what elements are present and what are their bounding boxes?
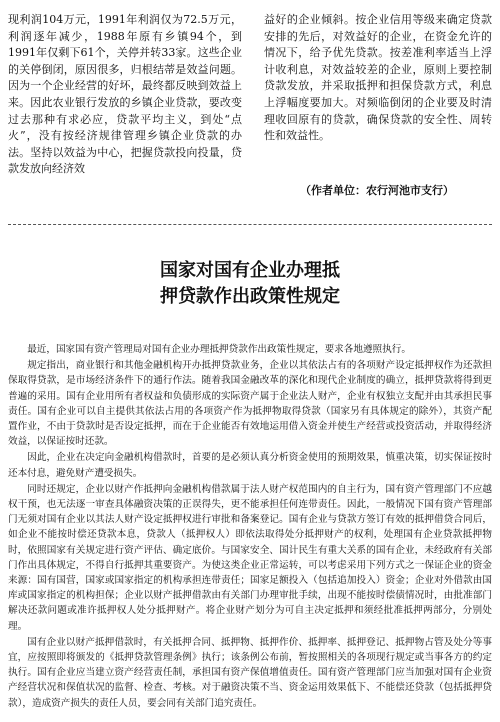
- paragraph: 同时还规定，企业以财产作抵押向金融机构借款属于法人财产权范围内的自主行为，国有资产管理部门不应越权干预，也无法逐一审查具体融资决策的正误得失，更不能承担任何连带责任。因此，一般情况下国有资产管理部门无须对国有企业以其法人财产设定抵押权进行审批和备案登记。国有企业与贷款方签订有效的抵押借贷合同后，如企业不能按时偿还贷款本息，贷款人（抵押权人）即依法取得处分抵押财产的权利，处理国有企业贷款抵押物时，依照国家有关规定进行资产评估、确定底价。与国家安全、国计民生有重大关系的国有企业，未经政府有关部门作出具体规定，不得自行抵押其重要资产。为使这类企业正常运转，可以考虑采用下列方式之一保证企业的资金来源：国有国营，国家或国家指定的机构承担连带责任；国家足额投入（包括追加投入）资金；企业对外借款由国库或国家指定的机构担保；企业以财产抵押借款由有关部门办理审批手续，出现不能按时偿债情况时，由批准部门解决还款问题或准许抵押权人处分抵押财产。将企业财产划分为可自主决定抵押和须经批准抵押两部分，分别处理。: [8, 483, 492, 632]
- section-divider: [8, 224, 492, 225]
- article-title: [0, 258, 500, 310]
- article-body: [8, 342, 492, 712]
- left-column-text: 现利润104万元，1991年利润仅为72.5万元，利润逐年减少，1988年原有乡镇94个，到1991年仅剩下61个，关停并转33家。这些企业的关停倒闭，原因很多，归根结蒂是效益问题。因为一个企业经营的好坏，最终都反映到效益上来。因此农业银行发放的乡镇企业贷款，要改变过去那种有求必应，贷款平均主义，到处“点火”，没有按经济规律管理乡镇企业贷款的办法。坚持以效益为中心，把握贷款投向投量，贷款发放向经济效: [8, 13, 242, 176]
- right-column: [264, 12, 492, 145]
- paragraph: 规定指出，商业银行和其他金融机构开办抵押贷款业务，企业以其依法占有的各项财产设定抵押权作为还款担保取得贷款，是市场经济条件下的通行作法。随着我国金融改革的深化和现代企业制度的确立，抵押贷款将得到更普遍的采用。国有企业用所有者权益和负债形成的实际资产属于企业法人财产，企业有权独立支配并由其承担民事责任。国有企业可以自主提供其依法占用的各项资产作为抵押物取得贷款（国家另有具体规定的除外），其资产配置作业，不由于贷款时是否设定抵押，而在于企业能否有效地运用借入资金并使生产经营或投资活动，并取得经济效益，以保证按时还款。: [8, 360, 492, 448]
- right-column-text: 益好的企业倾斜。按企业信用等级来确定贷款安排的先后，对效益好的企业，在资金允许的情况下，给予优先贷款。按差准利率适当上浮计收利息，对效益较差的企业，原则上要控制贷款发放，并采取抵押和担保贷款方式，利息上浮幅度要加大。对频临倒闭的企业要及时清理收回原有的贷款，确保贷款的安全性、周转性和效益性。: [264, 13, 492, 143]
- author-affiliation: （作者单位：农行河池市支行）: [300, 184, 454, 197]
- previous-article-excerpt: [0, 0, 500, 222]
- article-title-line-1: 国家对国有企业办理抵: [160, 260, 340, 281]
- paragraph: 国有企业以财产抵押借款时，有关抵押合同、抵押物、抵押作价、抵押率、抵押登记、抵押物占管及处分等事宜，应按照即将颁发的《抵押贷款管理条例》执行；该条例公布前，暂按照相关的各项现行规定或当事各方的约定执行。国有企业应当建立资产经营责任制，承担国有资产保值增值责任。国有资产管理部门应当加强对国有企业资产经营状况和保值状况的监督、检查、考核。对于融资决策不当、资金运用效果低下、不能偿还贷款（包括抵押贷款），造成资产损失的责任人员，要会同有关部门追究责任。: [8, 636, 492, 709]
- paragraph: 最近，国家国有资产管理局对国有企业办理抵押贷款作出政策性规定，要求各地遵照执行。: [27, 344, 411, 355]
- paragraph: 因此，企业在决定向金融机构借款时，首要的是必须认真分析资金使用的预期效果，慎重决策，切实保证按时还本付息，避免财产遭受损失。: [8, 452, 492, 479]
- left-column: [8, 12, 242, 178]
- article-title-line-2: 押贷款作出政策性规定: [160, 286, 340, 307]
